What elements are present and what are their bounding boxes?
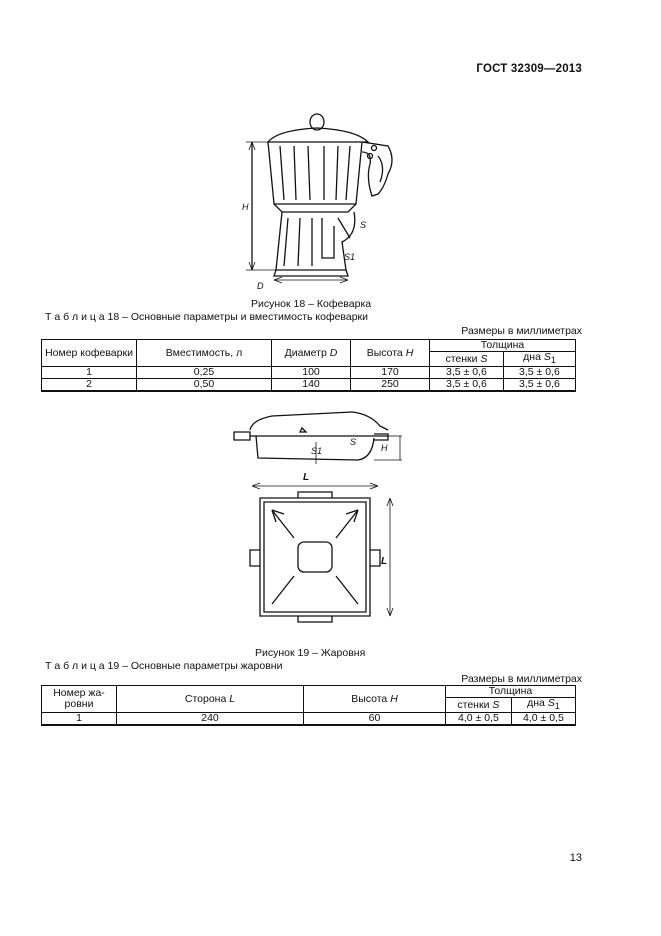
table-row: 1 240 60 4,0 ± 0,5 4,0 ± 0,5	[42, 713, 576, 726]
table19-header-number: Номер жа-ровни	[42, 686, 117, 713]
table19-units: Размеры в миллиметрах	[461, 673, 582, 685]
fig18-label-s: S	[360, 220, 367, 230]
fig19-label-l-side: L	[381, 556, 388, 567]
fig18-label-h: H	[242, 202, 249, 212]
figure19-caption: Рисунок 19 – Жаровня	[255, 647, 366, 659]
coffee-maker-drawing	[238, 108, 408, 298]
fig19-label-s1: S1	[311, 446, 323, 456]
table18-header-bottom: дна $S_1$	[503, 352, 575, 367]
table18-header-thickness: Толщина	[430, 340, 576, 352]
table18-header-capacity: Вместимость, л	[137, 340, 272, 367]
table19-header-height: Высота H	[304, 686, 446, 713]
table19-header-wall: стенки S	[446, 698, 512, 713]
table-row: 1 0,25 100 170 3,5 ± 0,6 3,5 ± 0,6	[42, 367, 576, 379]
table18-title	[45, 311, 368, 323]
table19-title	[45, 660, 282, 672]
fig19-label-h: H	[381, 443, 388, 453]
table19-title-text: – Основные параметры жаровни	[119, 660, 283, 672]
table19-header-side: Сторона L	[117, 686, 304, 713]
table18-header-number: Номер кофеварки	[42, 340, 137, 367]
table18-title-text: – Основные параметры и вместимость кофеварки	[119, 311, 369, 323]
table18	[41, 339, 576, 392]
table19-header-thickness: Толщина	[446, 686, 576, 698]
table18-title-prefix: Т а б л и ц а 18	[45, 311, 120, 323]
fig18-label-s1: S1	[344, 252, 356, 262]
document-id: ГОСТ 32309—2013	[476, 63, 582, 75]
roasting-pan-top-view	[236, 476, 396, 636]
table18-units: Размеры в миллиметрах	[461, 325, 582, 337]
table-row: 2 0,50 140 250 3,5 ± 0,6 3,5 ± 0,6	[42, 379, 576, 392]
table18-header-diameter: Диаметр D	[272, 340, 351, 367]
table19-header-bottom: дна $S_1$	[511, 698, 575, 713]
fig18-label-d: D	[257, 281, 264, 291]
table18-header-wall: стенки S	[430, 352, 504, 367]
table19	[41, 685, 576, 726]
figure18-caption: Рисунок 18 – Кофеварка	[251, 298, 372, 310]
roasting-pan-side-view	[232, 408, 402, 470]
table19-title-prefix: Т а б л и ц а 19	[45, 660, 120, 672]
fig19-label-s: S	[350, 437, 357, 447]
table18-header-height: Высота H	[351, 340, 430, 367]
fig19-label-l-top: L	[303, 472, 310, 483]
page-number: 13	[569, 852, 582, 864]
